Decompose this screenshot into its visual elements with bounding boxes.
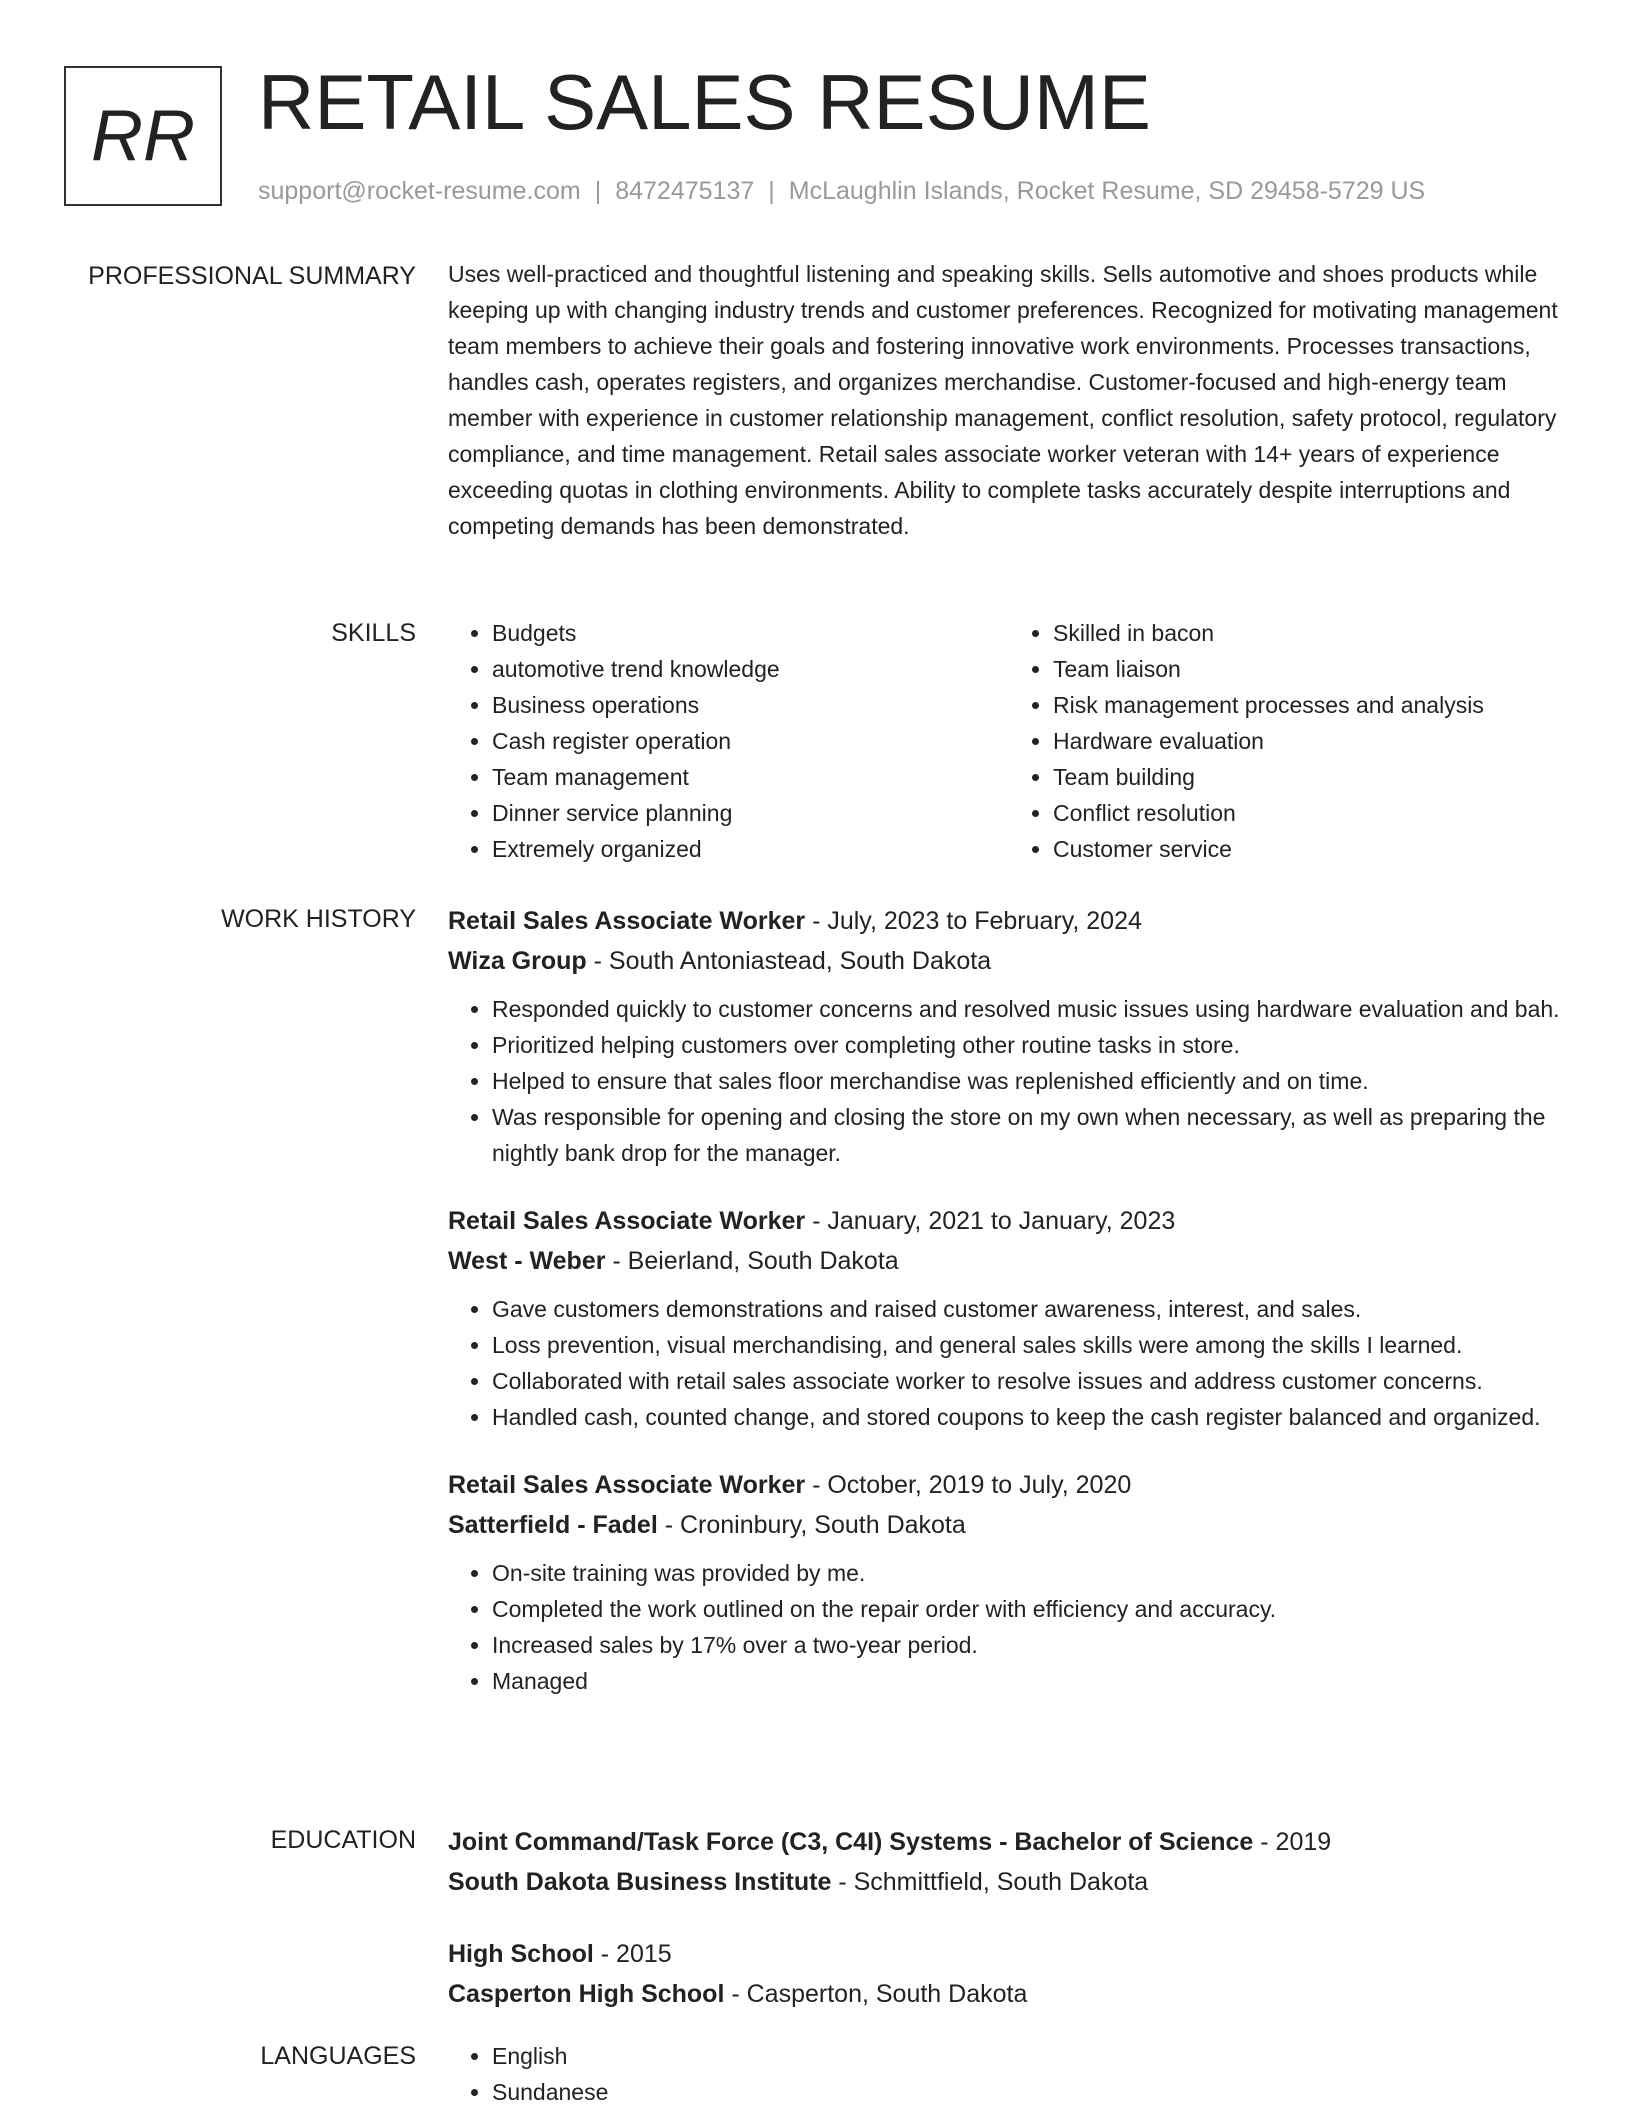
contact-address: McLaughlin Islands, Rocket Resume, SD 29458-5729 US [788,177,1426,205]
summary-body [448,256,1570,544]
job-company-line [448,1241,1570,1281]
job-bullet: • Completed the work outlined on the repair order with efficiency and accuracy. [492,1591,1570,1627]
education-degree-line [448,1934,1570,1974]
skill-item: • Customer service [1053,831,1570,867]
job-entry [448,1201,1570,1435]
job-company-line [448,941,1570,981]
job-bullet: • Increased sales by 17% over a two-year period. [492,1627,1570,1663]
job-entry [448,1465,1570,1699]
skill-item: • Skilled in bacon [1053,615,1570,651]
job-bullet: • Loss prevention, visual merchandising, and general sales skills were among the skills I learned. [492,1327,1570,1363]
summary-text: Uses well-practiced and thoughtful listening and speaking skills. Sells automotive and shoes products while keeping up with changing industry trends and customer preferences. Recognized for motivating management team members to achieve their goals and fostering innovative work environments. Processes transactions, handles cash, operates registers, and organizes merchandise. Customer-focused and high-energy team member with experience in customer relationship management, conflict resolution, safety protocol, regulatory compliance, and time management. Retail sales associate worker veteran with 14+ years of experience exceeding quotas in clothing environments. Ability to complete tasks accurately despite interruptions and competing demands has been demonstrated. [448,261,1558,539]
education-entry [448,1822,1570,1902]
work-history-body [448,901,1570,1729]
job-dates: - July, 2023 to February, 2024 [805,907,1142,935]
job-dates: - January, 2021 to January, 2023 [805,1207,1176,1235]
education-degree-line [448,1822,1570,1862]
job-bullets [448,1555,1570,1699]
languages-body [448,2038,1570,2110]
section-label-skills: SKILLS [331,619,416,647]
languages-list [448,2038,1570,2110]
job-entry [448,901,1570,1171]
skills-list-right [1009,615,1570,867]
job-company: Satterfield - Fadel [448,1511,658,1539]
job-bullet: • Handled cash, counted change, and stored coupons to keep the cash register balanced and organized. [492,1399,1570,1435]
job-bullets [448,1291,1570,1435]
skill-item: • Team building [1053,759,1570,795]
job-title-line [448,1201,1570,1241]
job-location: - South Antoniastead, South Dakota [586,947,992,975]
education-year: - 2019 [1253,1828,1332,1856]
language-item: • Sundanese [492,2074,1570,2110]
job-bullet: • On-site training was provided by me. [492,1555,1570,1591]
education-entry [448,1934,1570,2014]
job-company: West - Weber [448,1247,606,1275]
skill-item: • Budgets [492,615,1009,651]
page-title: RETAIL SALES RESUME [258,58,1151,146]
education-location: - Casperton, South Dakota [724,1980,1028,2008]
skill-item: • Risk management processes and analysis [1053,687,1570,723]
job-bullet: • Managed [492,1663,1570,1699]
education-location: - Schmittfield, South Dakota [831,1868,1149,1896]
contact-line [258,174,1425,208]
education-degree: High School [448,1940,594,1968]
contact-phone[interactable]: 8472475137 [615,177,755,205]
job-bullet: • Was responsible for opening and closing the store on my own when necessary, as well as preparing the nightly bank drop for the manager. [492,1099,1570,1171]
job-title: Retail Sales Associate Worker [448,1471,806,1499]
section-label-work-history: WORK HISTORY [221,905,416,933]
skill-item: • Dinner service planning [492,795,1009,831]
education-school: South Dakota Business Institute [448,1868,832,1896]
job-company-line [448,1505,1570,1545]
job-bullets [448,991,1570,1171]
education-year: - 2015 [593,1940,672,1968]
job-location: - Croninbury, South Dakota [657,1511,966,1539]
skill-item: • Conflict resolution [1053,795,1570,831]
job-title-line [448,901,1570,941]
section-label-education: EDUCATION [270,1826,416,1854]
education-school: Casperton High School [448,1980,725,2008]
education-school-line [448,1862,1570,1902]
skills-columns [448,615,1570,867]
skill-item: • Team liaison [1053,651,1570,687]
job-company: Wiza Group [448,947,587,975]
job-title-line [448,1465,1570,1505]
skill-item: • automotive trend knowledge [492,651,1009,687]
language-item: • English [492,2038,1570,2074]
education-degree: Joint Command/Task Force (C3, C4I) Systems - Bachelor of Science [448,1828,1254,1856]
job-dates: - October, 2019 to July, 2020 [805,1471,1132,1499]
job-bullet: • Helped to ensure that sales floor merchandise was replenished efficiently and on time. [492,1063,1570,1099]
job-bullet: • Collaborated with retail sales associate worker to resolve issues and address customer concerns. [492,1363,1570,1399]
education-body [448,1822,1570,2046]
contact-email[interactable]: support@rocket-resume.com [258,177,581,205]
skill-item: • Team management [492,759,1009,795]
section-label-languages: LANGUAGES [260,2042,416,2070]
skills-list-left [448,615,1009,867]
job-bullet: • Prioritized helping customers over completing other routine tasks in store. [492,1027,1570,1063]
contact-separator: | [768,177,775,205]
job-title: Retail Sales Associate Worker [448,907,806,935]
monogram-logo: RR [64,66,222,206]
skill-item: • Extremely organized [492,831,1009,867]
job-title: Retail Sales Associate Worker [448,1207,806,1235]
contact-separator: | [594,177,602,205]
job-bullet: • Responded quickly to customer concerns and resolved music issues using hardware evaluation and bah. [492,991,1570,1027]
job-location: - Beierland, South Dakota [605,1247,899,1275]
education-school-line [448,1974,1570,2014]
skill-item: • Hardware evaluation [1053,723,1570,759]
skill-item: • Cash register operation [492,723,1009,759]
job-bullet: • Gave customers demonstrations and raised customer awareness, interest, and sales. [492,1291,1570,1327]
skill-item: • Business operations [492,687,1009,723]
section-label-summary: PROFESSIONAL SUMMARY [88,262,416,290]
